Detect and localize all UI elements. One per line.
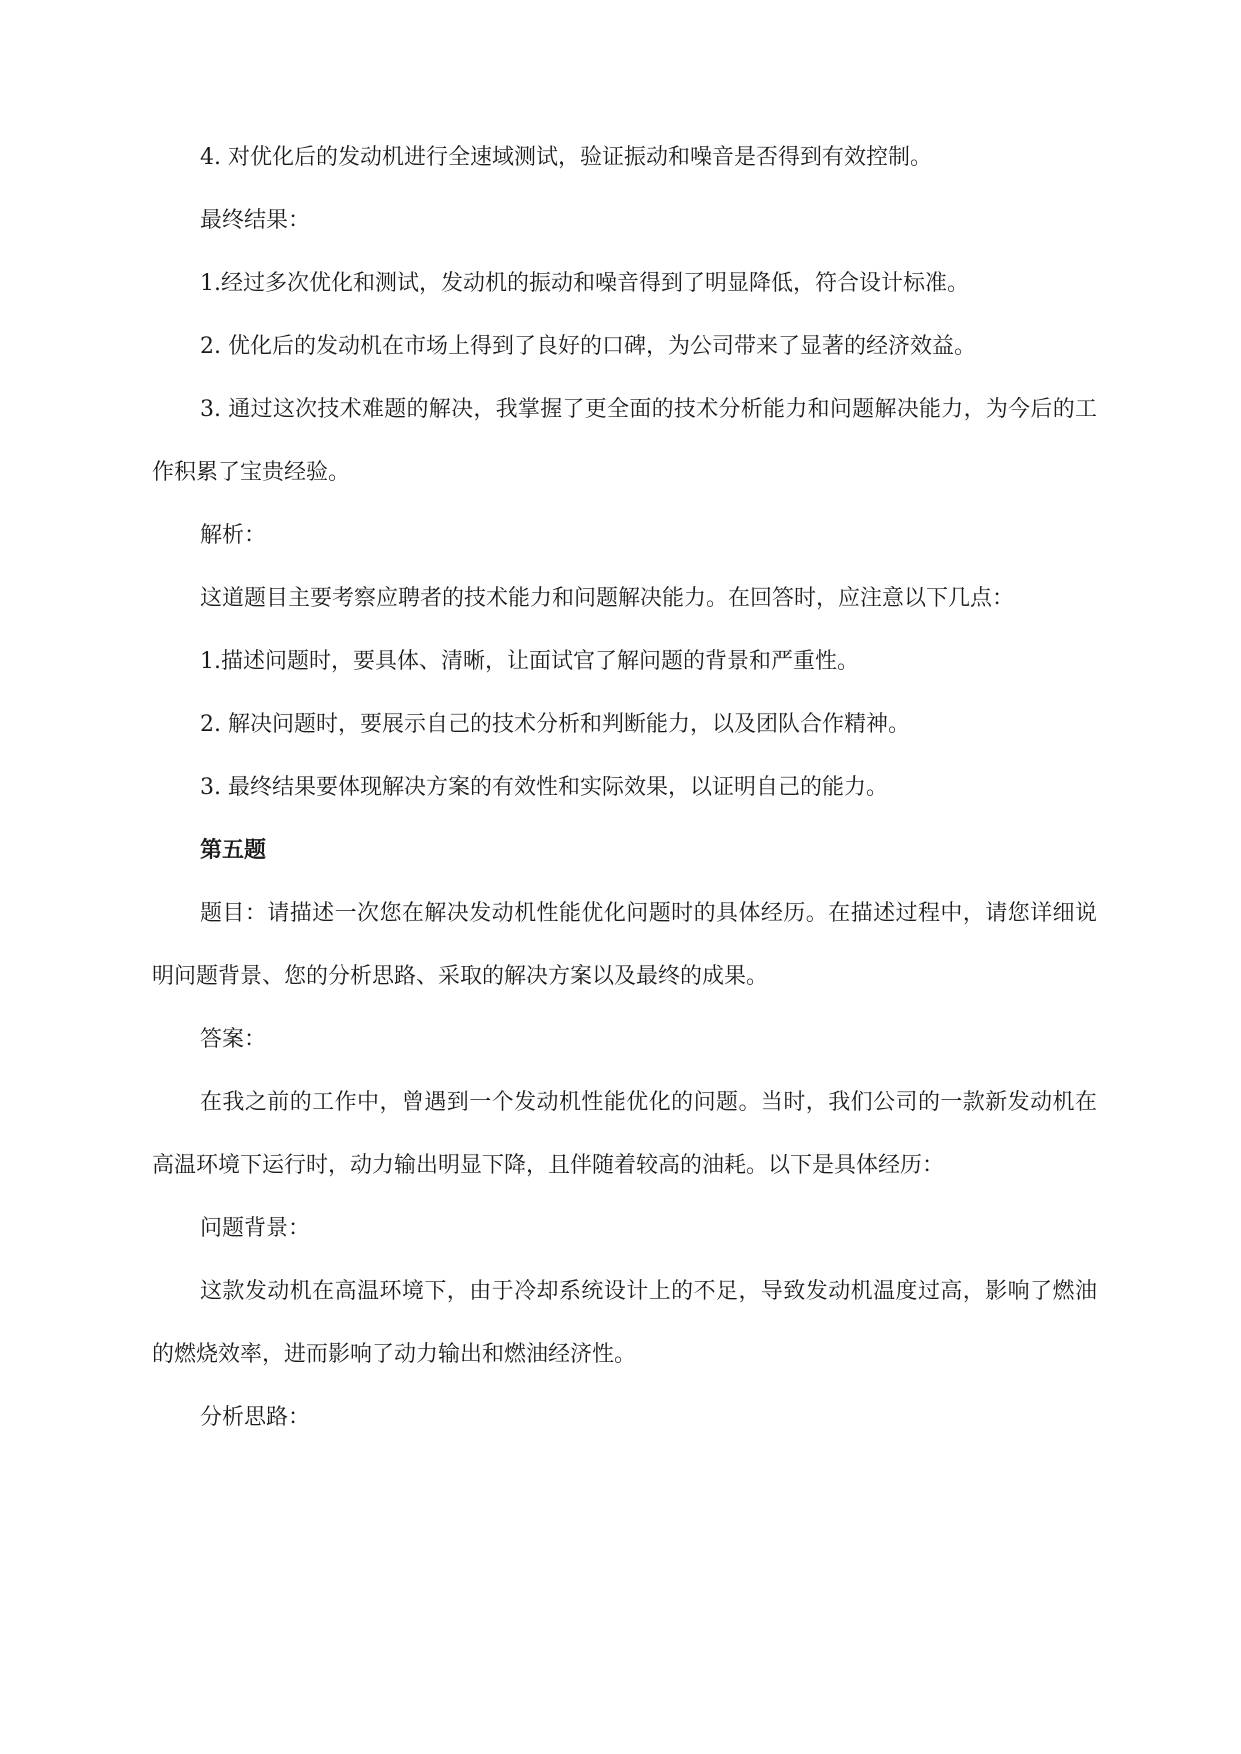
paragraph: 在我之前的工作中，曾遇到一个发动机性能优化的问题。当时，我们公司的一款新发动机在高温环境下运行时，动力输出明显下降，且伴随着较高的油耗。以下是具体经历： [152,1090,1097,1178]
question-heading: 第五题 [200,838,267,863]
document-body [152,126,1097,1449]
paragraph: 3. 通过这次技术难题的解决，我掌握了更全面的技术分析能力和问题解决能力，为今后的工作积累了宝贵经验。 [152,397,1097,485]
section-label-final-result: 最终结果： [200,208,311,233]
paragraph: 1.经过多次优化和测试，发动机的振动和噪音得到了明显降低，符合设计标准。 [200,271,969,296]
section-label-answer: 答案： [200,1027,267,1052]
paragraph: 这款发动机在高温环境下，由于冷却系统设计上的不足，导致发动机温度过高，影响了燃油的燃烧效率，进而影响了动力输出和燃油经济性。 [152,1279,1097,1367]
paragraph: 2. 解决问题时，要展示自己的技术分析和判断能力，以及团队合作精神。 [200,712,910,737]
paragraph: 这道题目主要考察应聘者的技术能力和问题解决能力。在回答时，应注意以下几点： [200,586,1015,611]
question-text: 题目：请描述一次您在解决发动机性能优化问题时的具体经历。在描述过程中，请您详细说明问题背景、您的分析思路、采取的解决方案以及最终的成果。 [152,901,1097,989]
section-label-background: 问题背景： [200,1216,311,1241]
paragraph: 3. 最终结果要体现解决方案的有效性和实际效果，以证明自己的能力。 [200,775,888,800]
section-label-analysis-approach: 分析思路： [200,1405,311,1430]
paragraph: 2. 优化后的发动机在市场上得到了良好的口碑，为公司带来了显著的经济效益。 [200,334,976,359]
paragraph: 1.描述问题时，要具体、清晰，让面试官了解问题的背景和严重性。 [200,649,859,674]
paragraph: 4. 对优化后的发动机进行全速域测试，验证振动和噪音是否得到有效控制。 [200,145,932,170]
section-label-analysis: 解析： [200,523,267,548]
